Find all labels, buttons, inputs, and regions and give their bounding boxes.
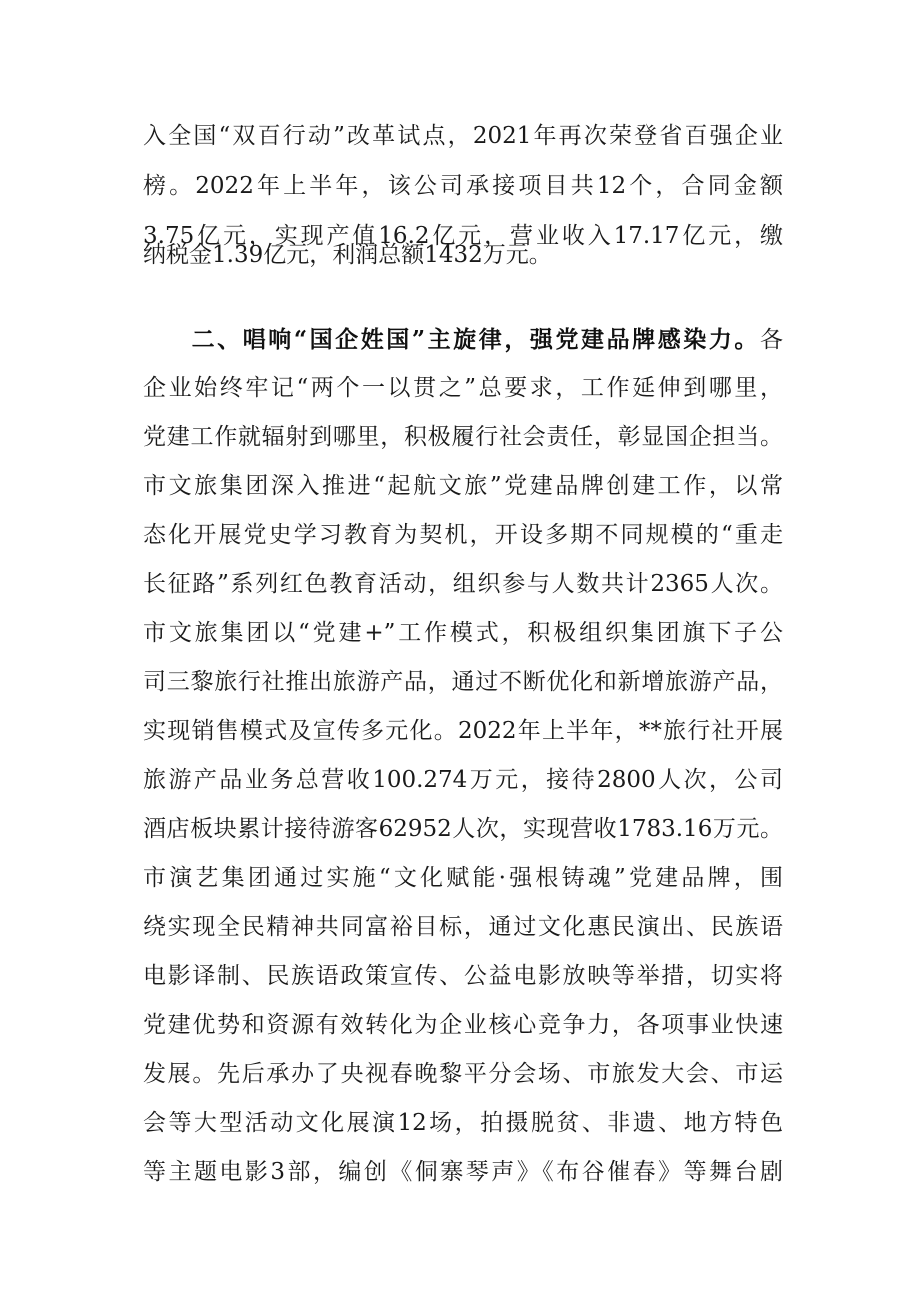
text-line: 酒店板块累计接待游客62952人次，实现营收1783.16万元。 bbox=[143, 816, 783, 842]
text-line: 榜。2022年上半年，该公司承接项目共12个，合同金额 bbox=[143, 173, 783, 199]
text-line: 等主题电影3部，编创《侗寨琴声》《布谷催春》等舞台剧 bbox=[143, 1159, 783, 1185]
text-line: 绕实现全民精神共同富裕目标，通过文化惠民演出、民族语 bbox=[143, 914, 783, 940]
text-line: 党建工作就辐射到哪里，积极履行社会责任，彰显国企担当。 bbox=[143, 424, 783, 450]
text-line: 长征路”系列红色教育活动，组织参与人数共计2365人次。 bbox=[143, 571, 783, 597]
text-line: 纳税金1.39亿元，利润总额1432万元。 bbox=[143, 242, 552, 268]
text-line: 3.75亿元，实现产值16.2亿元，营业收入17.17亿元，缴 bbox=[143, 223, 783, 249]
section-heading: 二、唱响“国企姓国”主旋律，强党建品牌感染力。 bbox=[189, 326, 760, 353]
text-line: 态化开展党史学习教育为契机，开设多期不同规模的“重走 bbox=[143, 522, 783, 548]
text-line: 市文旅集团深入推进“起航文旅”党建品牌创建工作，以常 bbox=[143, 473, 783, 499]
text-line: 会等大型活动文化展演12场，拍摄脱贫、非遗、地方特色 bbox=[143, 1110, 783, 1136]
text-line: 企业始终牢记“两个一以贯之”总要求，工作延伸到哪里， bbox=[143, 375, 783, 401]
section-heading-tail: 各 bbox=[760, 327, 783, 353]
text-line: 市文旅集团以“党建+”工作模式，积极组织集团旗下子公 bbox=[143, 620, 783, 646]
text-line: 实现销售模式及宣传多元化。2022年上半年，**旅行社开展 bbox=[143, 718, 783, 744]
text-line: 入全国“双百行动”改革试点，2021年再次荣登省百强企业 bbox=[143, 123, 783, 149]
text-line: 市演艺集团通过实施“文化赋能·强根铸魂”党建品牌，围 bbox=[143, 865, 783, 891]
text-line: 司三黎旅行社推出旅游产品，通过不断优化和新增旅游产品， bbox=[143, 669, 783, 695]
text-line: 电影译制、民族语政策宣传、公益电影放映等举措，切实将 bbox=[143, 963, 783, 989]
text-line: 发展。先后承办了央视春晚黎平分会场、市旅发大会、市运 bbox=[143, 1061, 783, 1087]
section-heading-line bbox=[143, 320, 783, 360]
text-line: 旅游产品业务总营收100.274万元，接待2800人次，公司 bbox=[143, 767, 783, 793]
text-line: 党建优势和资源有效转化为企业核心竞争力，各项事业快速 bbox=[143, 1012, 783, 1038]
